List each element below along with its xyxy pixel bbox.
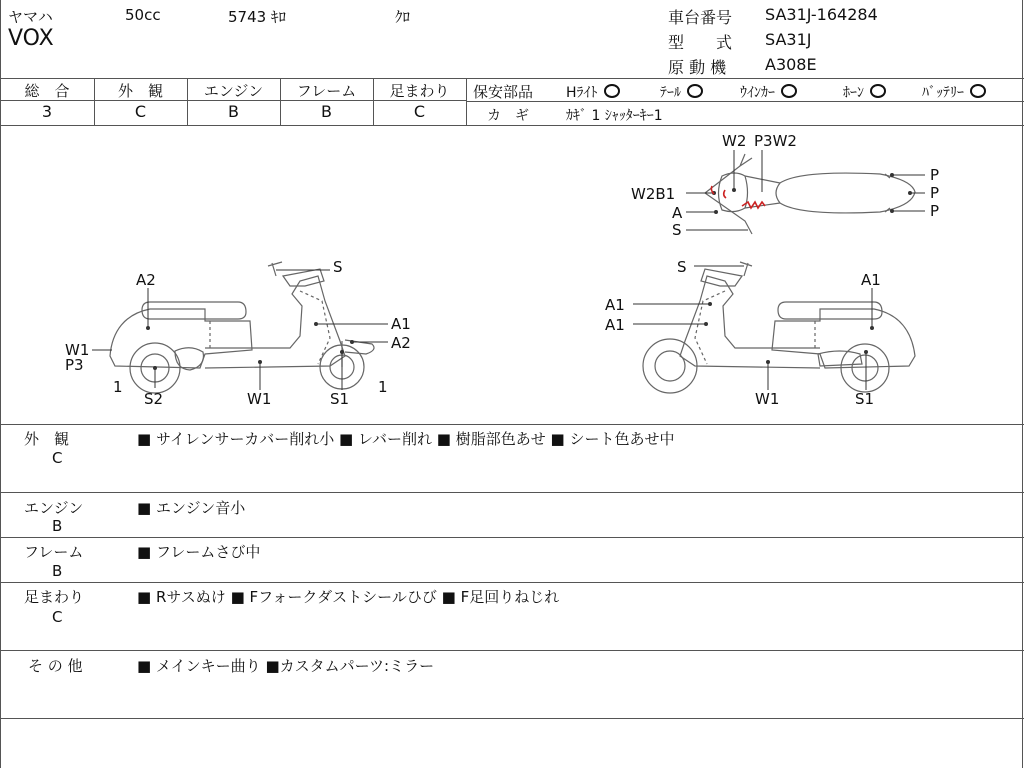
mark-top-p3w2: P3W2 xyxy=(754,132,797,150)
bullet-square-icon xyxy=(437,430,451,448)
mark-left-a1: A1 xyxy=(391,315,411,333)
grade-suspension-label: 足まわり xyxy=(389,82,450,100)
bullet-square-icon xyxy=(442,588,456,606)
mark-dots xyxy=(146,173,912,370)
ok-circle-icon xyxy=(781,84,797,98)
mark-top-p1: P xyxy=(930,166,940,184)
engine-model-label: 原 動 機 xyxy=(668,58,727,77)
type-label: 型 式 xyxy=(668,33,733,52)
mark-top-p3: P xyxy=(930,202,940,220)
section-frame-label: フレーム xyxy=(24,543,84,561)
grade-engine-label: エンジン xyxy=(203,82,264,100)
bullet-square-icon xyxy=(137,499,151,517)
safety-horn: ﾎｰﾝ xyxy=(843,82,886,102)
mark-left-s1: S1 xyxy=(330,390,350,408)
bullet-square-icon xyxy=(137,588,151,606)
maker: ヤマハ xyxy=(8,8,53,26)
mark-left-s2: S2 xyxy=(144,390,164,408)
model-name: VOX xyxy=(8,26,54,51)
key-value: ｶｷﾞ 1 ｼｬｯﾀｰｷｰ1 xyxy=(566,108,663,124)
mark-left-p3: P3 xyxy=(65,356,84,374)
leader-lines xyxy=(92,150,925,390)
mark-left-w1: W1 xyxy=(65,341,90,359)
section-frame-grade: B xyxy=(52,562,63,580)
section-frame-items: ■ フレームさび中 xyxy=(137,541,260,562)
mark-left-s: S xyxy=(333,258,343,276)
color: ｸﾛ xyxy=(395,8,411,26)
mark-left-a2: A2 xyxy=(136,271,156,289)
displacement: 50cc xyxy=(125,6,161,24)
key-label: カ ギ xyxy=(487,108,529,124)
mileage: 5743 ｷﾛ xyxy=(228,8,286,26)
ok-circle-icon xyxy=(687,84,703,98)
safety-winker: ｳｲﾝｶｰ xyxy=(740,82,797,102)
bullet-square-icon xyxy=(137,657,151,675)
mark-right-w1: W1 xyxy=(755,390,780,408)
frame-number-label: 車台番号 xyxy=(668,8,733,27)
section-engine-grade: B xyxy=(52,517,63,535)
grade-exterior-label: 外 観 xyxy=(117,82,163,100)
frame-number-value: SA31J-164284 xyxy=(765,5,878,24)
ok-circle-icon xyxy=(970,84,986,98)
grade-exterior-value: C xyxy=(134,102,147,121)
grade-overall-label: 総 合 xyxy=(24,82,70,100)
ok-circle-icon xyxy=(604,84,620,98)
safety-title: 保安部品 xyxy=(473,83,534,101)
bullet-square-icon xyxy=(551,430,565,448)
section-suspension-label: 足まわり xyxy=(24,588,85,606)
grade-engine-value: B xyxy=(228,102,239,121)
section-exterior-grade: C xyxy=(52,449,63,467)
section-other-items: ■ メインキー曲り ■ カスタムパーツ:ミラー xyxy=(137,655,434,676)
mark-top-w2b1: W2B1 xyxy=(631,185,676,203)
section-other-label: そ の 他 xyxy=(28,657,83,675)
mark-left-1-rear: 1 xyxy=(378,378,388,396)
mark-right-s1: S1 xyxy=(855,390,875,408)
mark-left-a2-rear: A2 xyxy=(391,334,411,352)
section-suspension-items: ■ Rサスぬけ ■ Fフォークダストシールひび ■ F足回りねじれ xyxy=(137,586,559,607)
grade-frame-label: フレーム xyxy=(296,82,357,100)
damage-marks xyxy=(711,186,765,208)
safety-headlight: Hﾗｲﾄ xyxy=(566,82,620,102)
section-engine-label: エンジン xyxy=(24,499,84,517)
bullet-square-icon xyxy=(137,430,151,448)
grade-frame-value: B xyxy=(321,102,332,121)
bullet-square-icon xyxy=(137,543,151,561)
safety-taillight: ﾃｰﾙ xyxy=(660,82,703,102)
mark-right-a1-lower: A1 xyxy=(605,316,625,334)
section-suspension-grade: C xyxy=(52,608,63,626)
top-view-scooter-drawing xyxy=(705,154,915,234)
section-engine-items: ■ エンジン音小 xyxy=(137,497,245,518)
mark-right-s: S xyxy=(677,258,687,276)
mark-left-1-front: 1 xyxy=(113,378,123,396)
mark-right-a1-upper: A1 xyxy=(605,296,625,314)
grade-suspension-value: C xyxy=(413,102,426,121)
grade-top-line xyxy=(0,78,1024,79)
bullet-square-icon xyxy=(339,430,353,448)
bullet-square-icon xyxy=(231,588,245,606)
ok-circle-icon xyxy=(870,84,886,98)
type-value: SA31J xyxy=(765,30,812,49)
mark-top-s: S xyxy=(672,221,682,239)
bullet-square-icon xyxy=(265,657,279,675)
grade-overall-value: 3 xyxy=(41,102,53,121)
mark-left-w1-bottom: W1 xyxy=(247,390,272,408)
safety-battery: ﾊﾞｯﾃﾘｰ xyxy=(922,82,986,102)
mark-top-a: A xyxy=(672,204,683,222)
mark-top-w2: W2 xyxy=(722,132,747,150)
section-exterior-items: ■ サイレンサーカバー削れ小 ■ レバー削れ ■ 樹脂部色あせ ■ シート色あせ中 xyxy=(137,428,674,449)
mark-top-p2: P xyxy=(930,184,940,202)
engine-model-value: A308E xyxy=(765,55,817,74)
section-exterior-label: 外 観 xyxy=(24,430,70,448)
mark-right-a1-rear: A1 xyxy=(861,271,881,289)
